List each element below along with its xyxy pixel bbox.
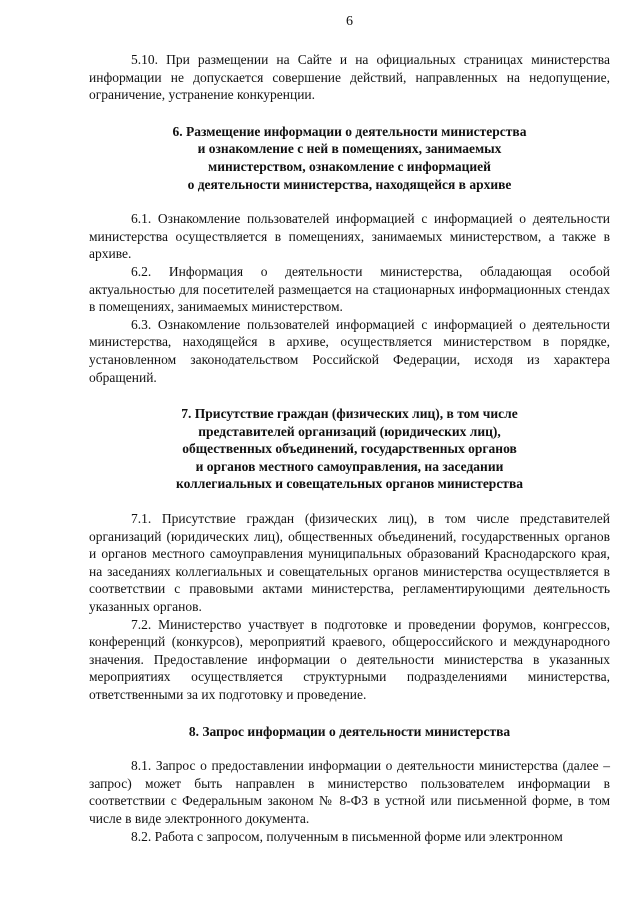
paragraph-7-1: 7.1. Присутствие граждан (физических лиц), в том числе представителей организаций (юридических лиц), общественных объединений, государственных органов и органов местного самоуправления муниципальных образований Краснодарского края, на заседаниях коллегиальных и совещательных органов министерства осуществляется в соответствии с правовыми актами министерства, регламентирующими деятельность указанных органов. <box>89 511 610 615</box>
page-number: 6 <box>346 14 353 29</box>
heading-line: о деятельности министерства, находящейся в архиве <box>187 176 512 192</box>
paragraph-6-2: 6.2. Информация о деятельности министерства, обладающая особой актуальностью для посетителей размещается на стационарных информационных стендах в помещениях, занимаемых министерством. <box>89 263 610 315</box>
heading-line: общественных объединений, государственных органов <box>182 441 517 457</box>
paragraph-8-1: 8.1. Запрос о предоставлении информации о деятельности министерства (далее – запрос) может быть направлен в министерство пользователем информации в соответствии с Федеральным законом № 8-ФЗ в устной или письменной форме, в том числе в виде электронного документа. <box>89 758 610 826</box>
paragraph-8-2: 8.2. Работа с запросом, полученным в письменной форме или электронном <box>131 828 563 844</box>
paragraph-5-10: 5.10. При размещении на Сайте и на официальных страницах министерства информации не допускается совершение действий, направленных на недопущение, ограничение, устранение конкуренции. <box>89 52 610 103</box>
heading-line: коллегиальных и совещательных органов министерства <box>176 476 523 492</box>
heading-line: министерством, ознакомление с информацией <box>208 158 491 174</box>
heading-line: представителей организаций (юридических лиц), <box>198 423 501 439</box>
heading-line: и органов местного самоуправления, на заседании <box>195 458 504 474</box>
section-6-heading <box>89 123 610 193</box>
heading-line: 8. Запрос информации о деятельности министерства <box>188 723 511 739</box>
document-body <box>89 51 610 845</box>
heading-line: и ознакомление с ней в помещениях, занимаемых <box>197 141 502 157</box>
heading-line: 6. Размещение информации о деятельности министерства <box>172 123 527 139</box>
section-8-heading <box>89 723 610 741</box>
paragraph-6-1: 6.1. Ознакомление пользователей информацией с информацией о деятельности министерства осуществляется в помещениях, занимаемых министерством, а также в архиве. <box>89 211 610 262</box>
paragraph-6-3: 6.3. Ознакомление пользователей информацией с информацией о деятельности министерства, находящейся в архиве, осуществляется министерством в порядке, установленном законодательством Российской Федерации, исходя из характера обращений. <box>89 316 610 385</box>
section-7-heading <box>89 405 610 493</box>
heading-line: 7. Присутствие граждан (физических лиц), в том числе <box>181 406 518 422</box>
paragraph-7-2: 7.2. Министерство участвует в подготовке и проведении форумов, конгрессов, конференций (конкурсов), мероприятий краевого, общероссийского и международного значения. Предоставление информации о деятельности министерства в указанных мероприятиях осуществляется структурными подразделениями министерства, ответственными за их подготовку и проведение. <box>89 616 610 702</box>
